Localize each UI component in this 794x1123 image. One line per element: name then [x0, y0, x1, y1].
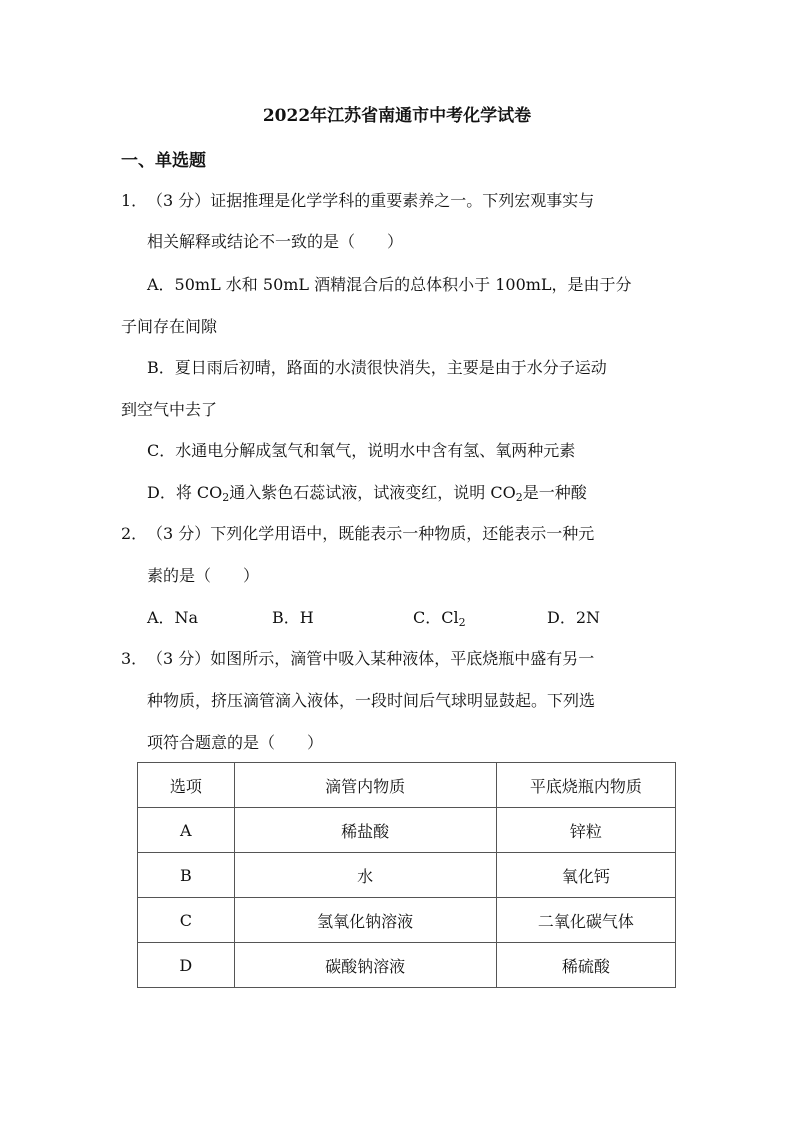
q3-options-table: [137, 762, 676, 988]
table-cell: 二氧化碳气体: [496, 898, 675, 943]
q1-option-b-line1: B．夏日雨后初晴，路面的水渍很快消失，主要是由于水分子运动: [147, 358, 607, 377]
table-row: [138, 943, 676, 988]
table-row: [138, 853, 676, 898]
table-header-cell: 选项: [138, 763, 235, 808]
table-cell: 氧化钙: [496, 853, 675, 898]
table-cell: 碳酸钠溶液: [234, 943, 496, 988]
q2-number: 2．: [121, 524, 148, 543]
table-cell: C: [138, 898, 235, 943]
table-cell: 稀硫酸: [496, 943, 675, 988]
table-cell: 氢氧化钠溶液: [234, 898, 496, 943]
q2-stem-line2: 素的是（ ）: [147, 566, 260, 585]
table-cell: B: [138, 853, 235, 898]
table-cell: 水: [234, 853, 496, 898]
q3-stem-line3: 项符合题意的是（ ）: [147, 733, 324, 752]
section-heading: 一、单选题: [121, 151, 206, 171]
q1-option-c: C．水通电分解成氢气和氧气，说明水中含有氢、氧两种元素: [147, 441, 576, 460]
table-row: [138, 898, 676, 943]
q2-option-a: A．Na: [147, 608, 199, 627]
q2-option-d: D．2N: [547, 608, 601, 627]
q2-option-b: B．H: [272, 608, 314, 627]
q3-stem-line1: （3 分）如图所示，滴管中吸入某种液体，平底烧瓶中盛有另一: [147, 649, 595, 668]
q1-stem-line2: 相关解释或结论不一致的是（ ）: [147, 232, 404, 251]
q3-stem-line2: 种物质，挤压滴管滴入液体，一段时间后气球明显鼓起。下列选: [147, 691, 596, 710]
table-cell: A: [138, 808, 235, 853]
q1-option-b-line2: 到空气中去了: [121, 400, 218, 419]
q1-option-a-line2: 子间存在间隙: [121, 317, 218, 336]
table-cell: 锌粒: [496, 808, 675, 853]
table-header-cell: 滴管内物质: [234, 763, 496, 808]
q1-number: 1．: [121, 191, 148, 210]
q1-option-a-line1: A．50mL 水和 50mL 酒精混合后的总体积小于 100mL，是由于分: [147, 275, 632, 294]
table-header-cell: 平底烧瓶内物质: [496, 763, 675, 808]
q2-stem-line1: （3 分）下列化学用语中，既能表示一种物质，还能表示一种元: [147, 524, 595, 543]
q1-stem-line1: （3 分）证据推理是化学学科的重要素养之一。下列宏观事实与: [147, 191, 595, 210]
page-title: 2022年江苏省南通市中考化学试卷: [262, 106, 532, 126]
q3-number: 3．: [121, 649, 148, 668]
table-row: [138, 808, 676, 853]
table-cell: D: [138, 943, 235, 988]
table-header-row: [138, 763, 676, 808]
q2-option-c: C．$Cl_2$: [413, 608, 466, 629]
table-cell: 稀盐酸: [234, 808, 496, 853]
q1-option-d: D．将 $CO_2$通入紫色石蕊试液，试液变红，说明 $CO_2$是一种酸: [147, 483, 587, 504]
